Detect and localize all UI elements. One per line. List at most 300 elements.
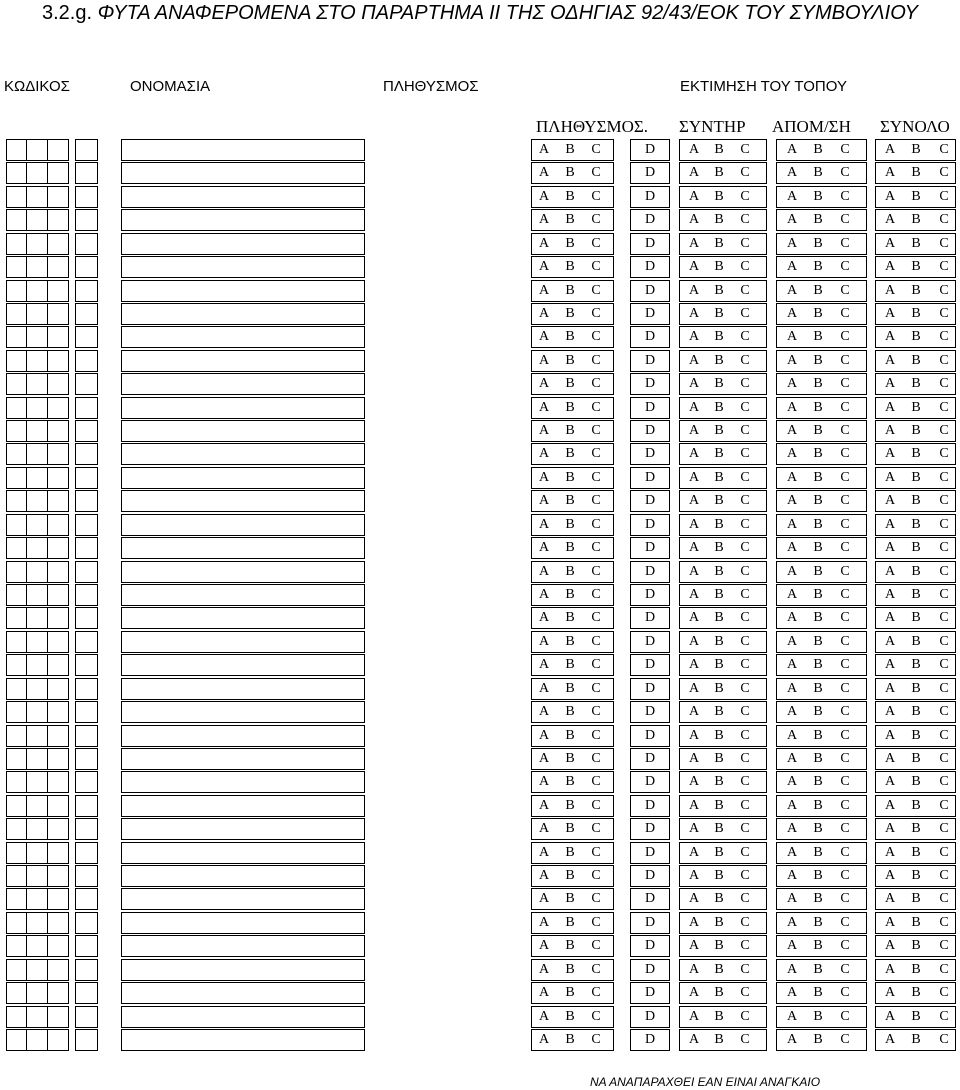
code-char-cell[interactable] [75, 326, 98, 348]
option-c-label[interactable]: C [591, 868, 601, 884]
option-b-label[interactable]: B [911, 259, 921, 275]
species-name-field[interactable] [121, 701, 365, 723]
option-c-label[interactable]: C [840, 469, 850, 485]
option-c-label[interactable]: C [840, 305, 850, 321]
option-a-label[interactable]: A [884, 914, 896, 930]
code-char-cell[interactable] [6, 467, 27, 489]
option-b-label[interactable]: B [813, 610, 823, 626]
option-d-label[interactable]: D [644, 821, 656, 837]
code-char-cell[interactable] [6, 256, 27, 278]
option-a-label[interactable]: A [884, 1008, 896, 1024]
option-a-label[interactable]: A [884, 586, 896, 602]
option-a-label[interactable]: A [688, 329, 700, 345]
species-name-field[interactable] [121, 818, 365, 840]
option-a-label[interactable]: A [786, 540, 798, 556]
option-c-label[interactable]: C [840, 914, 850, 930]
code-char-cell[interactable] [6, 397, 27, 419]
code-char-cell[interactable] [48, 139, 69, 161]
option-c-label[interactable]: C [591, 704, 601, 720]
option-a-label[interactable]: A [538, 423, 550, 439]
option-b-label[interactable]: B [565, 376, 575, 392]
option-c-label[interactable]: C [939, 961, 949, 977]
option-a-label[interactable]: A [688, 305, 700, 321]
option-a-label[interactable]: A [538, 891, 550, 907]
option-b-label[interactable]: B [813, 633, 823, 649]
option-b-label[interactable]: B [714, 305, 724, 321]
option-a-label[interactable]: A [884, 938, 896, 954]
option-b-label[interactable]: B [714, 540, 724, 556]
species-name-field[interactable] [121, 209, 365, 231]
option-c-label[interactable]: C [740, 563, 750, 579]
option-a-label[interactable]: A [688, 188, 700, 204]
option-d-label[interactable]: D [644, 188, 656, 204]
option-a-label[interactable]: A [884, 961, 896, 977]
option-b-label[interactable]: B [911, 985, 921, 1001]
code-char-cell[interactable] [27, 1006, 48, 1028]
option-c-label[interactable]: C [840, 329, 850, 345]
option-b-label[interactable]: B [813, 165, 823, 181]
option-b-label[interactable]: B [565, 704, 575, 720]
option-c-label[interactable]: C [840, 680, 850, 696]
option-c-label[interactable]: C [740, 352, 750, 368]
option-a-label[interactable]: A [884, 985, 896, 1001]
option-b-label[interactable]: B [813, 493, 823, 509]
option-a-label[interactable]: A [786, 680, 798, 696]
option-b-label[interactable]: B [714, 868, 724, 884]
species-name-field[interactable] [121, 795, 365, 817]
option-c-label[interactable]: C [840, 493, 850, 509]
option-b-label[interactable]: B [911, 750, 921, 766]
option-b-label[interactable]: B [714, 469, 724, 485]
option-a-label[interactable]: A [786, 821, 798, 837]
option-b-label[interactable]: B [911, 329, 921, 345]
option-a-label[interactable]: A [884, 868, 896, 884]
option-b-label[interactable]: B [813, 446, 823, 462]
option-c-label[interactable]: C [591, 376, 601, 392]
option-b-label[interactable]: B [714, 938, 724, 954]
option-b-label[interactable]: B [911, 399, 921, 415]
code-char-cell[interactable] [27, 303, 48, 325]
option-c-label[interactable]: C [840, 399, 850, 415]
code-char-cell[interactable] [75, 467, 98, 489]
option-a-label[interactable]: A [884, 750, 896, 766]
option-b-label[interactable]: B [565, 1008, 575, 1024]
species-name-field[interactable] [121, 514, 365, 536]
option-b-label[interactable]: B [813, 516, 823, 532]
code-char-cell[interactable] [27, 490, 48, 512]
code-char-cell[interactable] [6, 209, 27, 231]
option-b-label[interactable]: B [813, 868, 823, 884]
option-b-label[interactable]: B [911, 493, 921, 509]
option-b-label[interactable]: B [813, 399, 823, 415]
option-c-label[interactable]: C [939, 844, 949, 860]
code-char-cell[interactable] [75, 280, 98, 302]
option-d-label[interactable]: D [644, 235, 656, 251]
option-b-label[interactable]: B [911, 633, 921, 649]
option-a-label[interactable]: A [884, 774, 896, 790]
option-b-label[interactable]: B [911, 1031, 921, 1047]
option-c-label[interactable]: C [740, 938, 750, 954]
option-c-label[interactable]: C [939, 212, 949, 228]
option-c-label[interactable]: C [591, 821, 601, 837]
code-char-cell[interactable] [6, 959, 27, 981]
option-a-label[interactable]: A [884, 399, 896, 415]
code-char-cell[interactable] [27, 233, 48, 255]
option-b-label[interactable]: B [714, 1008, 724, 1024]
option-a-label[interactable]: A [688, 469, 700, 485]
option-a-label[interactable]: A [688, 259, 700, 275]
code-char-cell[interactable] [6, 490, 27, 512]
option-c-label[interactable]: C [591, 235, 601, 251]
option-d-label[interactable]: D [644, 633, 656, 649]
option-c-label[interactable]: C [591, 563, 601, 579]
code-char-cell[interactable] [75, 888, 98, 910]
option-a-label[interactable]: A [688, 540, 700, 556]
option-c-label[interactable]: C [939, 657, 949, 673]
option-d-label[interactable]: D [644, 165, 656, 181]
code-char-cell[interactable] [75, 1029, 98, 1051]
option-a-label[interactable]: A [538, 821, 550, 837]
option-a-label[interactable]: A [786, 446, 798, 462]
option-b-label[interactable]: B [911, 610, 921, 626]
option-b-label[interactable]: B [714, 516, 724, 532]
option-a-label[interactable]: A [688, 774, 700, 790]
code-char-cell[interactable] [27, 818, 48, 840]
option-b-label[interactable]: B [813, 212, 823, 228]
option-b-label[interactable]: B [565, 914, 575, 930]
code-char-cell[interactable] [6, 233, 27, 255]
option-b-label[interactable]: B [813, 352, 823, 368]
code-char-cell[interactable] [6, 186, 27, 208]
option-a-label[interactable]: A [786, 657, 798, 673]
option-b-label[interactable]: B [911, 821, 921, 837]
code-char-cell[interactable] [48, 420, 69, 442]
code-char-cell[interactable] [75, 490, 98, 512]
option-a-label[interactable]: A [884, 540, 896, 556]
option-c-label[interactable]: C [840, 142, 850, 157]
option-a-label[interactable]: A [884, 610, 896, 626]
code-char-cell[interactable] [27, 842, 48, 864]
code-char-cell[interactable] [75, 725, 98, 747]
code-char-cell[interactable] [75, 209, 98, 231]
option-a-label[interactable]: A [538, 938, 550, 954]
option-c-label[interactable]: C [591, 961, 601, 977]
option-c-label[interactable]: C [840, 750, 850, 766]
option-d-label[interactable]: D [644, 282, 656, 298]
option-b-label[interactable]: B [714, 680, 724, 696]
option-c-label[interactable]: C [591, 938, 601, 954]
option-c-label[interactable]: C [740, 493, 750, 509]
option-d-label[interactable]: D [644, 399, 656, 415]
option-a-label[interactable]: A [538, 329, 550, 345]
code-char-cell[interactable] [75, 397, 98, 419]
option-a-label[interactable]: A [538, 188, 550, 204]
code-char-cell[interactable] [48, 303, 69, 325]
option-c-label[interactable]: C [840, 516, 850, 532]
option-a-label[interactable]: A [786, 797, 798, 813]
option-c-label[interactable]: C [840, 633, 850, 649]
option-c-label[interactable]: C [740, 704, 750, 720]
option-a-label[interactable]: A [786, 586, 798, 602]
code-char-cell[interactable] [27, 701, 48, 723]
option-b-label[interactable]: B [714, 914, 724, 930]
option-c-label[interactable]: C [840, 188, 850, 204]
option-a-label[interactable]: A [688, 844, 700, 860]
option-c-label[interactable]: C [740, 797, 750, 813]
option-b-label[interactable]: B [565, 282, 575, 298]
option-b-label[interactable]: B [565, 188, 575, 204]
option-a-label[interactable]: A [688, 891, 700, 907]
option-b-label[interactable]: B [813, 891, 823, 907]
option-b-label[interactable]: B [565, 563, 575, 579]
code-char-cell[interactable] [48, 209, 69, 231]
option-b-label[interactable]: B [714, 446, 724, 462]
option-a-label[interactable]: A [688, 821, 700, 837]
option-c-label[interactable]: C [591, 282, 601, 298]
code-char-cell[interactable] [48, 350, 69, 372]
option-a-label[interactable]: A [786, 961, 798, 977]
option-b-label[interactable]: B [813, 938, 823, 954]
option-b-label[interactable]: B [911, 680, 921, 696]
code-char-cell[interactable] [75, 795, 98, 817]
option-b-label[interactable]: B [714, 142, 724, 157]
option-a-label[interactable]: A [538, 563, 550, 579]
code-char-cell[interactable] [75, 303, 98, 325]
option-c-label[interactable]: C [591, 188, 601, 204]
code-char-cell[interactable] [75, 373, 98, 395]
option-d-label[interactable]: D [644, 516, 656, 532]
code-char-cell[interactable] [27, 959, 48, 981]
option-c-label[interactable]: C [840, 586, 850, 602]
code-char-cell[interactable] [6, 373, 27, 395]
option-c-label[interactable]: C [939, 1008, 949, 1024]
code-char-cell[interactable] [6, 888, 27, 910]
option-b-label[interactable]: B [813, 750, 823, 766]
option-b-label[interactable]: B [714, 165, 724, 181]
option-c-label[interactable]: C [840, 165, 850, 181]
option-a-label[interactable]: A [786, 727, 798, 743]
species-name-field[interactable] [121, 233, 365, 255]
species-name-field[interactable] [121, 186, 365, 208]
option-a-label[interactable]: A [688, 516, 700, 532]
option-a-label[interactable]: A [688, 493, 700, 509]
option-a-label[interactable]: A [538, 727, 550, 743]
option-c-label[interactable]: C [939, 704, 949, 720]
option-b-label[interactable]: B [911, 469, 921, 485]
option-d-label[interactable]: D [644, 376, 656, 392]
option-a-label[interactable]: A [688, 727, 700, 743]
code-char-cell[interactable] [75, 561, 98, 583]
option-b-label[interactable]: B [565, 938, 575, 954]
option-b-label[interactable]: B [813, 469, 823, 485]
option-b-label[interactable]: B [813, 305, 823, 321]
code-char-cell[interactable] [6, 701, 27, 723]
option-c-label[interactable]: C [840, 212, 850, 228]
option-c-label[interactable]: C [591, 586, 601, 602]
option-b-label[interactable]: B [714, 633, 724, 649]
code-char-cell[interactable] [27, 537, 48, 559]
code-char-cell[interactable] [6, 561, 27, 583]
option-d-label[interactable]: D [644, 938, 656, 954]
option-c-label[interactable]: C [740, 633, 750, 649]
code-char-cell[interactable] [48, 725, 69, 747]
code-char-cell[interactable] [27, 514, 48, 536]
option-a-label[interactable]: A [538, 961, 550, 977]
code-char-cell[interactable] [27, 420, 48, 442]
option-a-label[interactable]: A [688, 235, 700, 251]
option-c-label[interactable]: C [740, 282, 750, 298]
option-a-label[interactable]: A [786, 235, 798, 251]
option-a-label[interactable]: A [884, 821, 896, 837]
option-b-label[interactable]: B [813, 1008, 823, 1024]
option-a-label[interactable]: A [884, 446, 896, 462]
code-char-cell[interactable] [75, 233, 98, 255]
option-a-label[interactable]: A [884, 469, 896, 485]
code-char-cell[interactable] [75, 935, 98, 957]
option-c-label[interactable]: C [740, 305, 750, 321]
option-a-label[interactable]: A [786, 469, 798, 485]
option-a-label[interactable]: A [786, 399, 798, 415]
code-char-cell[interactable] [27, 771, 48, 793]
option-a-label[interactable]: A [688, 938, 700, 954]
code-char-cell[interactable] [48, 233, 69, 255]
option-b-label[interactable]: B [911, 352, 921, 368]
code-char-cell[interactable] [48, 280, 69, 302]
option-a-label[interactable]: A [786, 914, 798, 930]
code-char-cell[interactable] [27, 982, 48, 1004]
option-b-label[interactable]: B [714, 891, 724, 907]
option-b-label[interactable]: B [813, 329, 823, 345]
option-c-label[interactable]: C [740, 540, 750, 556]
option-b-label[interactable]: B [813, 774, 823, 790]
option-b-label[interactable]: B [565, 516, 575, 532]
code-char-cell[interactable] [48, 443, 69, 465]
option-a-label[interactable]: A [688, 633, 700, 649]
option-c-label[interactable]: C [740, 774, 750, 790]
option-b-label[interactable]: B [565, 821, 575, 837]
option-b-label[interactable]: B [565, 399, 575, 415]
code-char-cell[interactable] [75, 443, 98, 465]
option-a-label[interactable]: A [688, 165, 700, 181]
option-b-label[interactable]: B [911, 1008, 921, 1024]
option-c-label[interactable]: C [840, 1008, 850, 1024]
code-char-cell[interactable] [75, 537, 98, 559]
code-char-cell[interactable] [6, 1029, 27, 1051]
option-d-label[interactable]: D [644, 774, 656, 790]
code-char-cell[interactable] [27, 443, 48, 465]
option-c-label[interactable]: C [939, 376, 949, 392]
code-char-cell[interactable] [75, 912, 98, 934]
option-a-label[interactable]: A [786, 750, 798, 766]
option-c-label[interactable]: C [740, 376, 750, 392]
option-c-label[interactable]: C [939, 586, 949, 602]
option-c-label[interactable]: C [840, 563, 850, 579]
option-a-label[interactable]: A [786, 423, 798, 439]
option-c-label[interactable]: C [840, 727, 850, 743]
option-a-label[interactable]: A [688, 142, 700, 157]
option-b-label[interactable]: B [813, 1031, 823, 1047]
option-b-label[interactable]: B [565, 657, 575, 673]
option-a-label[interactable]: A [688, 282, 700, 298]
code-char-cell[interactable] [6, 514, 27, 536]
option-c-label[interactable]: C [939, 914, 949, 930]
option-c-label[interactable]: C [740, 329, 750, 345]
option-a-label[interactable]: A [884, 1031, 896, 1047]
code-char-cell[interactable] [48, 1029, 69, 1051]
option-c-label[interactable]: C [740, 399, 750, 415]
species-name-field[interactable] [121, 326, 365, 348]
option-c-label[interactable]: C [840, 259, 850, 275]
species-name-field[interactable] [121, 561, 365, 583]
option-a-label[interactable]: A [688, 1008, 700, 1024]
code-char-cell[interactable] [48, 818, 69, 840]
code-char-cell[interactable] [6, 584, 27, 606]
option-b-label[interactable]: B [911, 235, 921, 251]
option-a-label[interactable]: A [538, 586, 550, 602]
code-char-cell[interactable] [6, 818, 27, 840]
option-c-label[interactable]: C [939, 938, 949, 954]
option-a-label[interactable]: A [688, 352, 700, 368]
option-c-label[interactable]: C [840, 657, 850, 673]
option-b-label[interactable]: B [565, 750, 575, 766]
code-char-cell[interactable] [48, 959, 69, 981]
option-a-label[interactable]: A [538, 774, 550, 790]
option-c-label[interactable]: C [939, 1031, 949, 1047]
option-a-label[interactable]: A [884, 142, 896, 157]
option-b-label[interactable]: B [813, 914, 823, 930]
option-c-label[interactable]: C [840, 610, 850, 626]
species-name-field[interactable] [121, 162, 365, 184]
option-b-label[interactable]: B [714, 774, 724, 790]
option-b-label[interactable]: B [911, 540, 921, 556]
option-d-label[interactable]: D [644, 446, 656, 462]
code-char-cell[interactable] [6, 654, 27, 676]
code-char-cell[interactable] [6, 443, 27, 465]
option-c-label[interactable]: C [591, 516, 601, 532]
option-a-label[interactable]: A [688, 961, 700, 977]
code-char-cell[interactable] [6, 935, 27, 957]
option-b-label[interactable]: B [813, 540, 823, 556]
option-c-label[interactable]: C [939, 633, 949, 649]
option-a-label[interactable]: A [538, 352, 550, 368]
option-a-label[interactable]: A [538, 446, 550, 462]
option-b-label[interactable]: B [714, 282, 724, 298]
code-char-cell[interactable] [6, 280, 27, 302]
option-a-label[interactable]: A [786, 1031, 798, 1047]
option-c-label[interactable]: C [591, 774, 601, 790]
option-b-label[interactable]: B [565, 727, 575, 743]
option-d-label[interactable]: D [644, 142, 656, 157]
option-b-label[interactable]: B [714, 985, 724, 1001]
option-a-label[interactable]: A [786, 142, 798, 157]
option-a-label[interactable]: A [786, 844, 798, 860]
option-d-label[interactable]: D [644, 727, 656, 743]
code-char-cell[interactable] [27, 865, 48, 887]
option-a-label[interactable]: A [538, 516, 550, 532]
option-c-label[interactable]: C [591, 212, 601, 228]
option-c-label[interactable]: C [840, 376, 850, 392]
code-char-cell[interactable] [27, 654, 48, 676]
code-char-cell[interactable] [75, 678, 98, 700]
option-b-label[interactable]: B [714, 1031, 724, 1047]
option-c-label[interactable]: C [740, 423, 750, 439]
option-c-label[interactable]: C [840, 961, 850, 977]
option-b-label[interactable]: B [565, 469, 575, 485]
option-a-label[interactable]: A [538, 680, 550, 696]
option-c-label[interactable]: C [840, 844, 850, 860]
option-c-label[interactable]: C [840, 540, 850, 556]
option-d-label[interactable]: D [644, 305, 656, 321]
